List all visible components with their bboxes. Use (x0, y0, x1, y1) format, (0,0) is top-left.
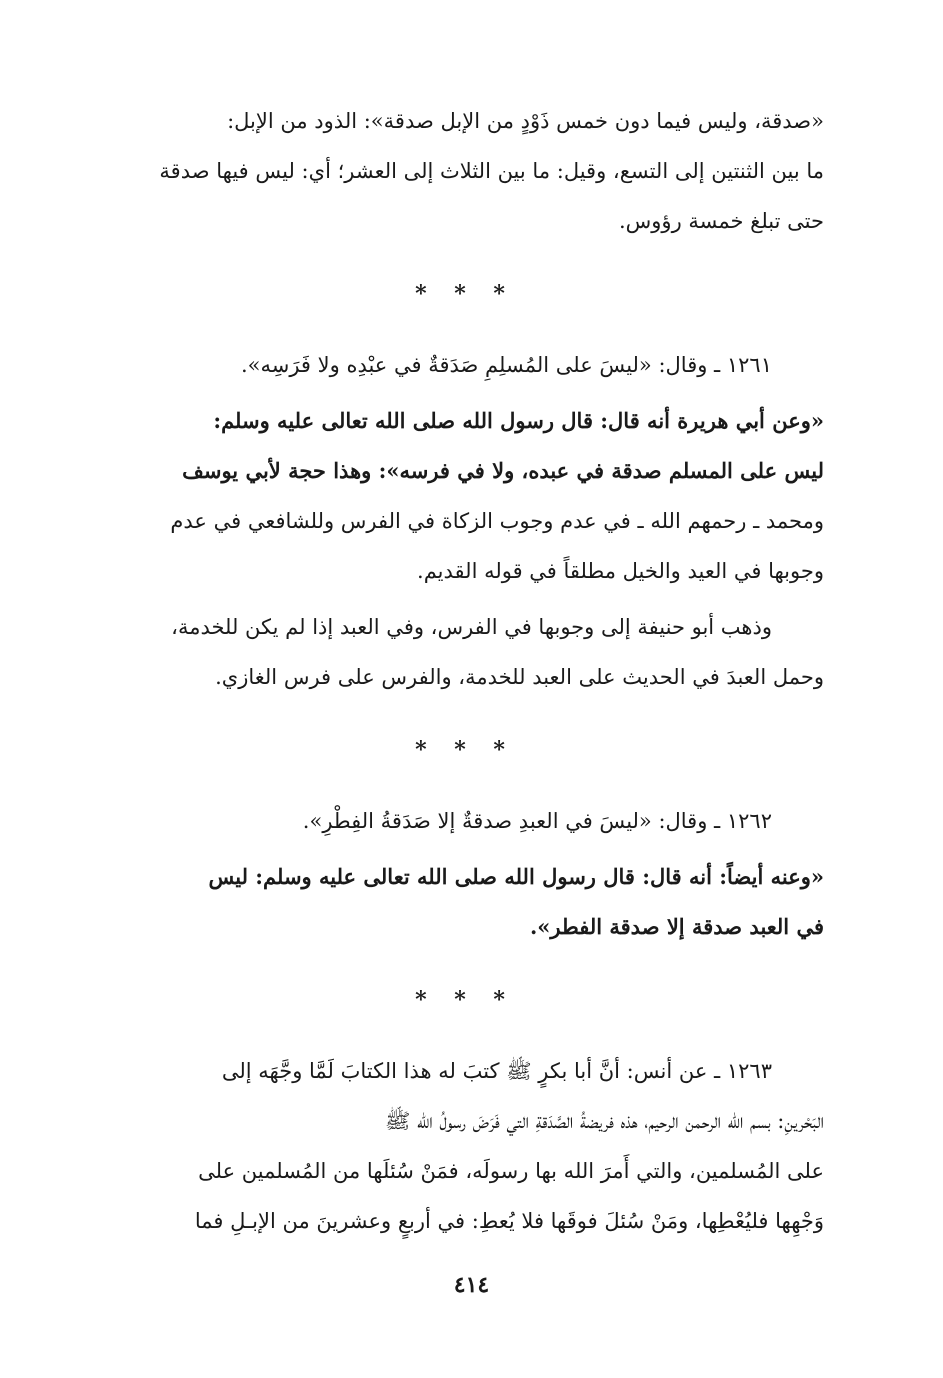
page-text (106, 96, 824, 1246)
text-line: «صدقة، وليس فيما دون خمس ذَوْدٍ من الإبل صدقة»: الذود من الإبل: (227, 109, 824, 133)
text-line: ١٢٦١ ـ وقال: «ليسَ على المُسلِمِ صَدَقةٌ في عبْدِه ولا فَرَسِه». (240, 353, 772, 377)
text-line: البَحْرينِ: بسم الله الرحمن الرحيم، هذه فريضةُ الصَّدَقةِ التي فَرَضَ رسولُ الله ﷺ (384, 1109, 824, 1133)
text-line: «وعنه أيضاً: أنه قال: قال رسول الله صلى الله تعالى عليه وسلم: ليس (208, 864, 824, 889)
commentary-paragraph-abu-hanifa (106, 602, 824, 702)
commentary-paragraph-1262 (106, 852, 824, 952)
text-line: ليس على المسلم صدقة في عبده، ولا في فرسه»: وهذا حجة لأبي يوسف (182, 458, 824, 483)
section-separator: * * * (415, 987, 515, 1013)
commentary-paragraph-1261 (106, 396, 824, 596)
page-number: ٤١٤ (453, 1272, 490, 1298)
text-line: وذهب أبو حنيفة إلى وجوبها في الفرس، وفي العبد إذا لم يكن للخدمة، (171, 615, 772, 639)
text-line: ١٢٦٣ ـ عن أنس: أنَّ أبا بكرٍ ﷺ كتبَ له هذا الكتابَ لَمَّا وجَّهَه إلى (221, 1059, 772, 1083)
text-line: في العبد صدقة إلا صدقة الفطر». (529, 914, 824, 939)
text-line: وَجْهِها فليُعْطِها، ومَنْ سُئلَ فوقَها فلا يُعطِ: في أربعٍ وعشرينَ من الإبـلِ فما (194, 1209, 824, 1233)
text-line: ومحمد ـ رحمهم الله ـ في عدم وجوب الزكاة في الفرس وللشافعي في عدم (170, 509, 824, 533)
text-line: ١٢٦٢ ـ وقال: «ليسَ في العبدِ صدقةٌ إلا صَدَقةُ الفِطْرِ». (302, 809, 772, 833)
text-line: ما بين الثنتين إلى التسع، وقيل: ما بين الثلاث إلى العشر؛ أي: ليس فيها صدقة (159, 159, 824, 183)
section-separator: * * * (415, 281, 515, 307)
section-separator: * * * (415, 737, 515, 763)
commentary-paragraph-zakat-camels (106, 96, 824, 246)
text-line: وجوبها في العيد والخيل مطلقاً في قوله القديم. (417, 559, 824, 583)
text-line: وحمل العبدَ في الحديث على العبد للخدمة، والفرس على فرس الغازي. (215, 665, 824, 689)
text-line: حتى تبلغ خمسة رؤوس. (618, 209, 824, 233)
hadith-1263 (106, 1046, 824, 1246)
hadith-1261 (106, 340, 824, 390)
text-line: «وعن أبي هريرة أنه قال: قال رسول الله صلى الله تعالى عليه وسلم: (213, 408, 824, 433)
hadith-1262 (106, 796, 824, 846)
text-line: على المُسلمين، والتي أَمرَ الله بها رسولَه، فمَنْ سُئلَها من المُسلمين على (198, 1159, 824, 1183)
